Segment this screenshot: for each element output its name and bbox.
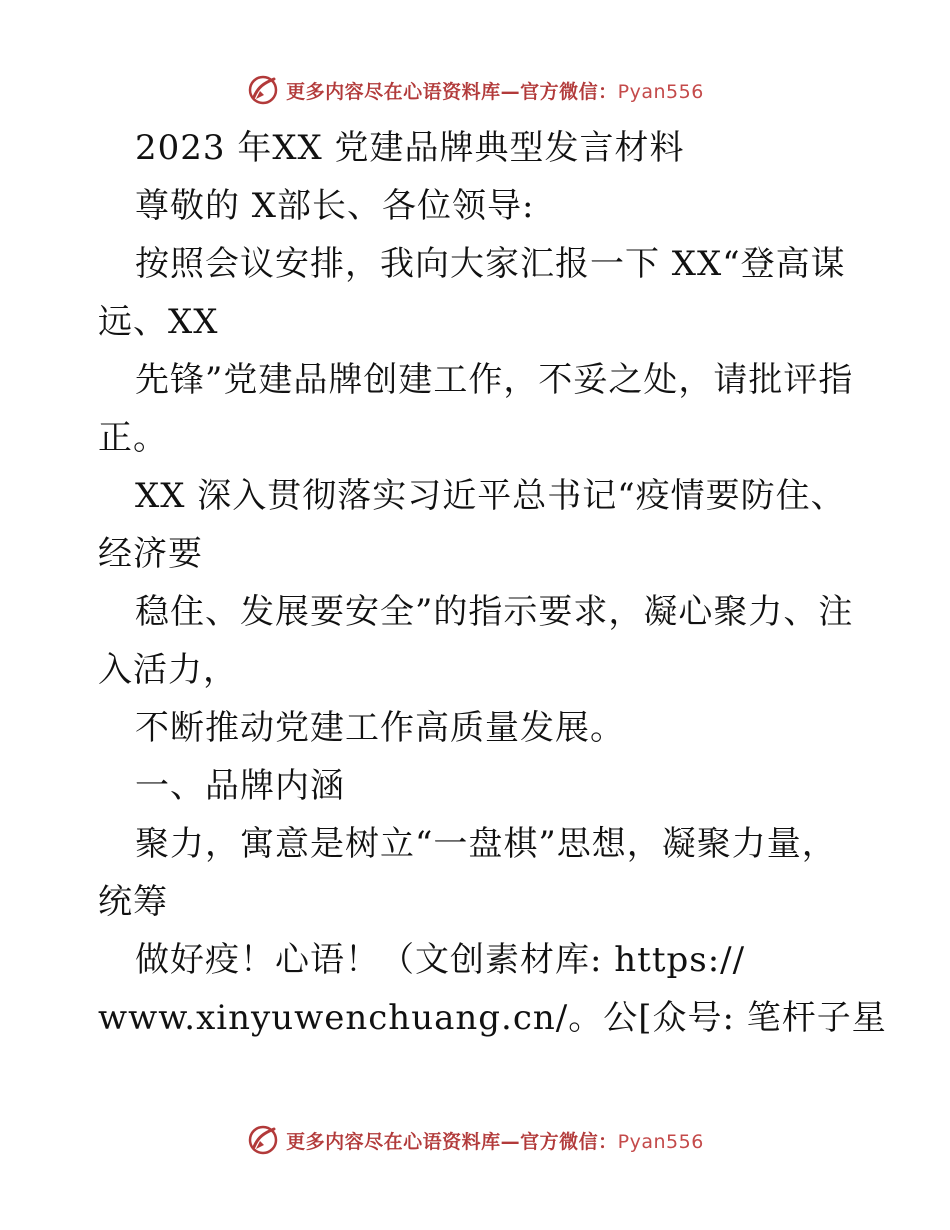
watermark-group bbox=[246, 1123, 704, 1157]
paragraph-line: 按照会议安排，我向大家汇报一下 XX“登高谋 bbox=[135, 244, 846, 284]
section-heading: 一、品牌内涵 bbox=[135, 766, 345, 806]
paragraph-line: 入活力， bbox=[98, 650, 238, 690]
watermark-id: Pyan556 bbox=[617, 1130, 704, 1153]
paragraph-line: 聚力，寓意是树立“一盘棋”思想，凝聚力量， bbox=[135, 824, 837, 864]
paragraph-line: 正。 bbox=[98, 418, 168, 458]
watermark-label: 更多内容尽在心语资料库—官方微信： bbox=[286, 1130, 618, 1153]
paragraph-line: 远、XX bbox=[98, 302, 219, 342]
pen-logo-icon bbox=[246, 1123, 280, 1157]
salutation: 尊敬的 X部长、各位领导: bbox=[135, 186, 535, 226]
document-title: 2023 年XX 党建品牌典型发言材料 bbox=[135, 128, 685, 168]
watermark-label: 更多内容尽在心语资料库—官方微信： bbox=[286, 80, 618, 103]
header-watermark bbox=[0, 70, 950, 110]
watermark-text bbox=[286, 1127, 704, 1154]
watermark-id: Pyan556 bbox=[617, 80, 704, 103]
paragraph-line: XX 深入贯彻落实习近平总书记“疫情要防住、 bbox=[135, 476, 846, 516]
paragraph-line: 不断推动党建工作高质量发展。 bbox=[135, 708, 625, 748]
paragraph-line: 统筹 bbox=[98, 882, 168, 922]
watermark-text bbox=[286, 77, 704, 104]
paragraph-line: www.xinyuwenchuang.cn/。公[众号: 笔杆子星 bbox=[98, 998, 887, 1038]
watermark-group bbox=[246, 73, 704, 107]
paragraph-line: 稳住、发展要安全”的指示要求，凝心聚力、注 bbox=[135, 592, 854, 632]
paragraph-line: 经济要 bbox=[98, 534, 203, 574]
paragraph-line: 做好疫！心语！（文创素材库: https:// bbox=[135, 940, 746, 980]
paragraph-line: 先锋”党建品牌创建工作，不妥之处，请批评指 bbox=[135, 360, 854, 400]
footer-watermark bbox=[0, 1120, 950, 1160]
pen-logo-icon bbox=[246, 73, 280, 107]
